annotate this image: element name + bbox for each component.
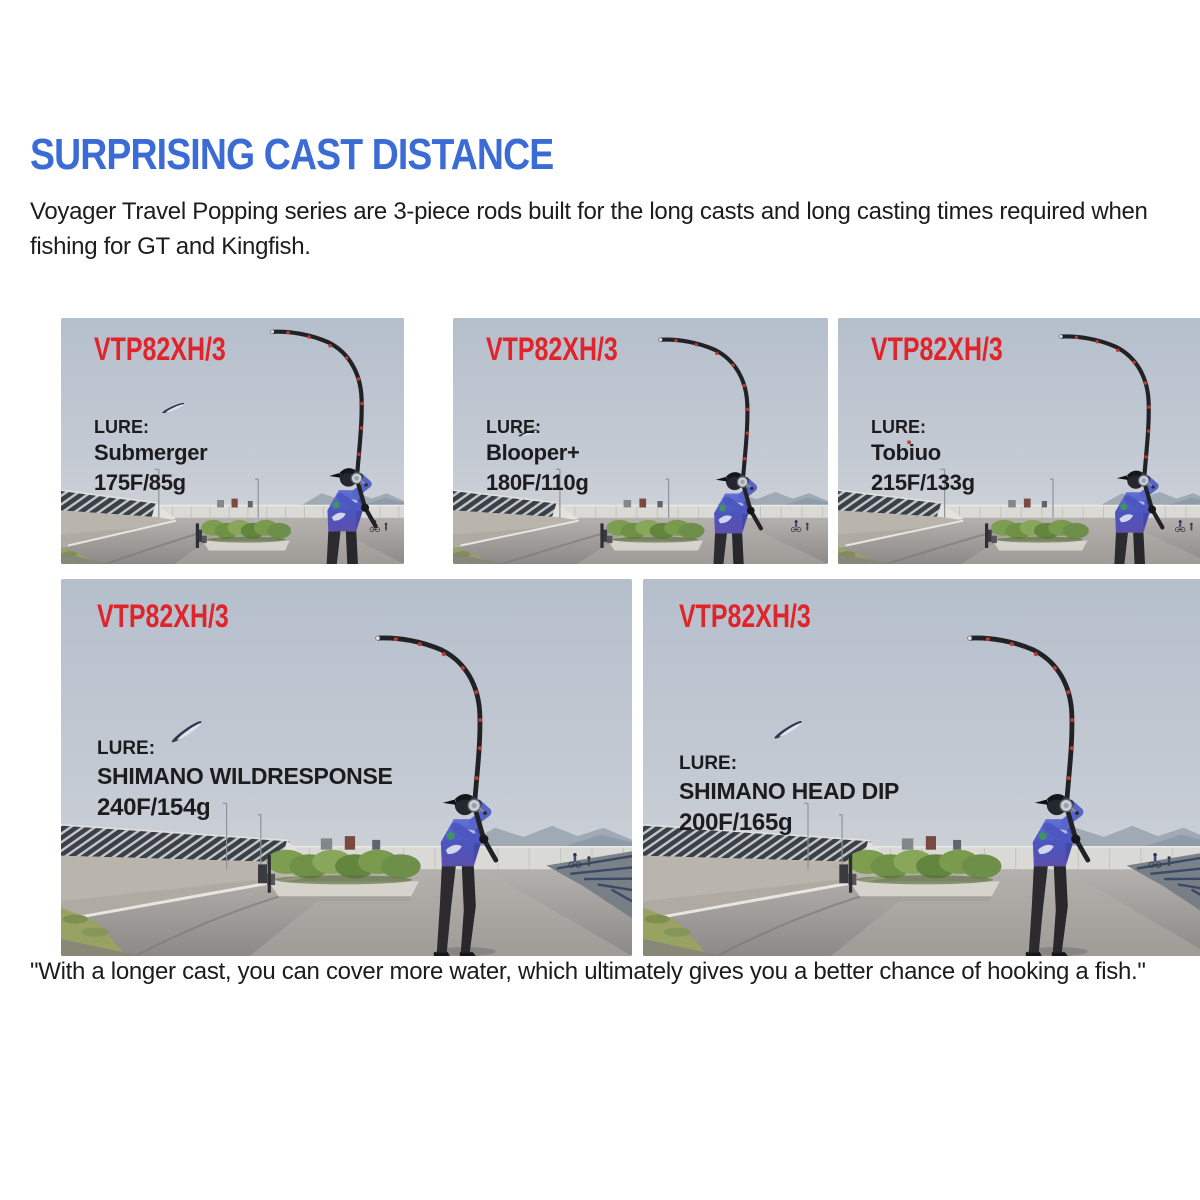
rod-model-label: VTP82XH/3 [94, 331, 226, 367]
bollard [600, 523, 603, 548]
lure-spec: 180F/110g [486, 470, 589, 495]
page-title: SURPRISING CAST DISTANCE [30, 130, 554, 179]
lure-spec: 200F/165g [679, 809, 793, 836]
lure-info [871, 416, 975, 498]
lure-spec: 175F/85g [94, 470, 186, 495]
rod-model-label: VTP82XH/3 [679, 598, 811, 634]
quote-text: "With a longer cast, you can cover more water, which ultimately gives you a better chance of hooking a fish." [30, 958, 1146, 985]
cast-panel-2 [453, 318, 828, 564]
lure-caption: LURE: [486, 417, 541, 437]
bollard [985, 523, 988, 548]
lure-caption: LURE: [94, 417, 149, 437]
lure-info [679, 752, 899, 838]
cast-panel-1 [61, 318, 404, 564]
rod-model-label: VTP82XH/3 [871, 331, 1003, 367]
lure-info [486, 416, 589, 498]
rod-model-label: VTP82XH/3 [486, 331, 618, 367]
lure-caption: LURE: [679, 753, 738, 774]
lure-caption: LURE: [871, 417, 926, 437]
lure-spec: 240F/154g [97, 794, 211, 821]
lure-spec: 215F/133g [871, 470, 975, 495]
lure-name: Tobiuo [871, 440, 941, 465]
lure-info [94, 416, 207, 498]
intro-paragraph: Voyager Travel Popping series are 3-piece rods built for the long casts and long casting times required when fishing for GT and Kingfish. [30, 198, 1148, 260]
cast-panel-5 [643, 579, 1200, 956]
bollard [849, 855, 852, 893]
cast-panel-4 [61, 579, 632, 956]
lure-name: Submerger [94, 440, 208, 465]
rod-model-label: VTP82XH/3 [97, 598, 229, 634]
lure-name: Blooper+ [486, 440, 580, 465]
bollard [196, 523, 199, 548]
lure-info [97, 737, 393, 823]
cast-panel-3 [838, 318, 1200, 564]
lure-name: SHIMANO HEAD DIP [679, 778, 900, 804]
bollard [268, 855, 271, 893]
lure-caption: LURE: [97, 738, 156, 759]
lure-name: SHIMANO WILDRESPONSE [97, 763, 393, 789]
